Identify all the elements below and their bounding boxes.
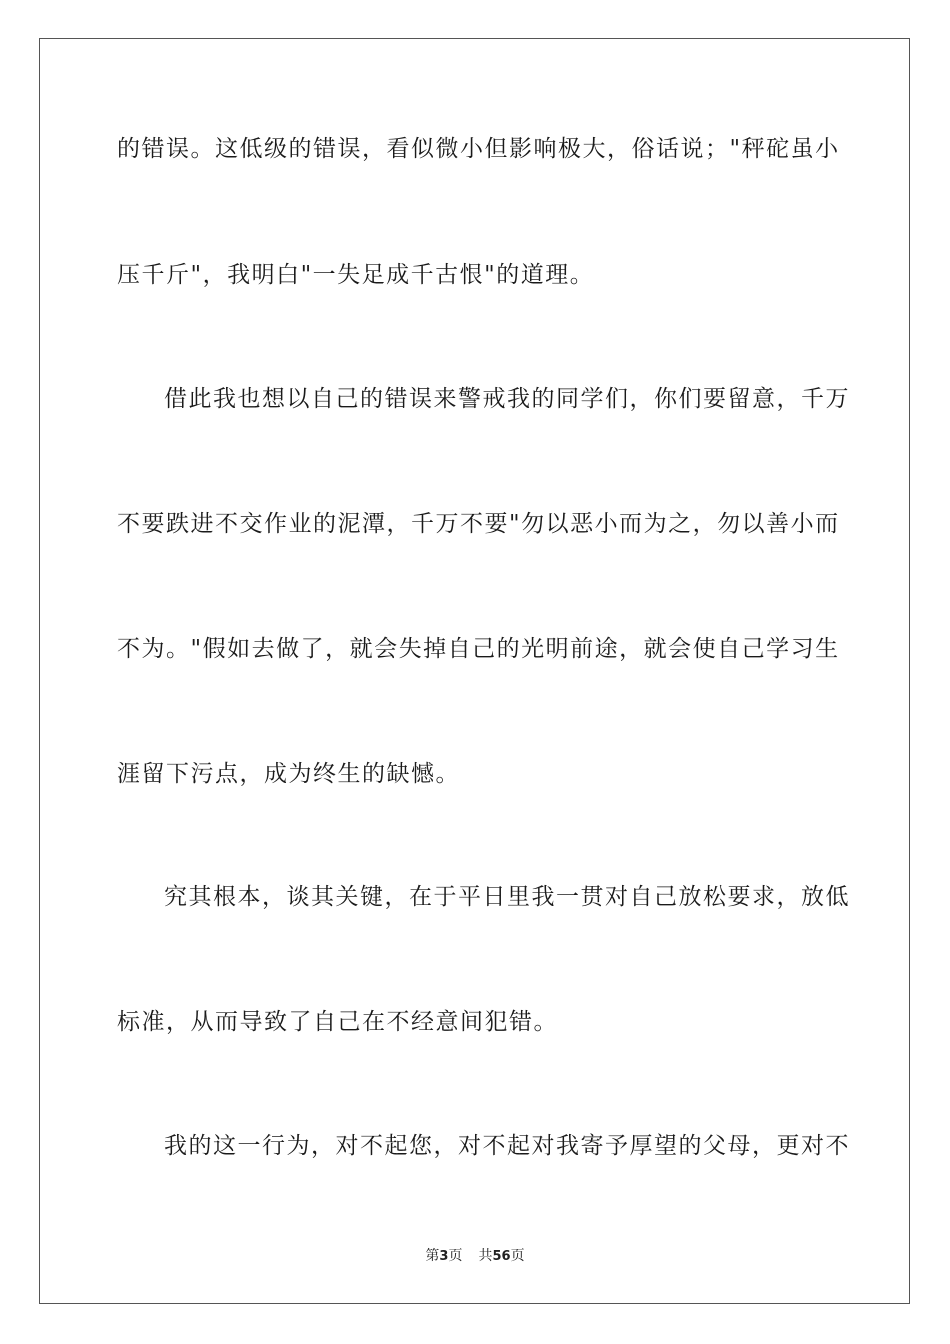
paragraph-start-line: 借此我也想以自己的错误来警戒我的同学们，你们要留意，千万 (164, 386, 850, 412)
page-footer (0, 1246, 950, 1267)
text-line: 不要跌进不交作业的泥潭，千万不要"勿以恶小而为之，勿以善小而 (117, 511, 840, 537)
text-line: 涯留下污点，成为终生的缺憾。 (117, 761, 460, 787)
page-prefix: 第 (425, 1248, 440, 1264)
text-line: 标准，从而导致了自己在不经意间犯错。 (117, 1009, 558, 1035)
total-suffix: 页 (510, 1248, 525, 1264)
text-line: 的错误。这低级的错误，看似微小但影响极大，俗话说；"秤砣虽小 (117, 136, 840, 162)
paragraph-start-line: 究其根本，谈其关键，在于平日里我一贯对自己放松要求，放低 (164, 884, 850, 910)
page-suffix: 页 (448, 1248, 463, 1264)
total-prefix: 共 (478, 1248, 493, 1264)
page-frame (39, 38, 910, 1304)
total-pages: 56 (492, 1249, 511, 1264)
text-line: 不为。"假如去做了，就会失掉自己的光明前途，就会使自己学习生 (117, 636, 840, 662)
text-line: 压千斤"，我明白"一失足成千古恨"的道理。 (117, 262, 595, 288)
paragraph-start-line: 我的这一行为，对不起您，对不起对我寄予厚望的父母，更对不 (164, 1133, 850, 1159)
page-number: 3 (439, 1249, 449, 1264)
